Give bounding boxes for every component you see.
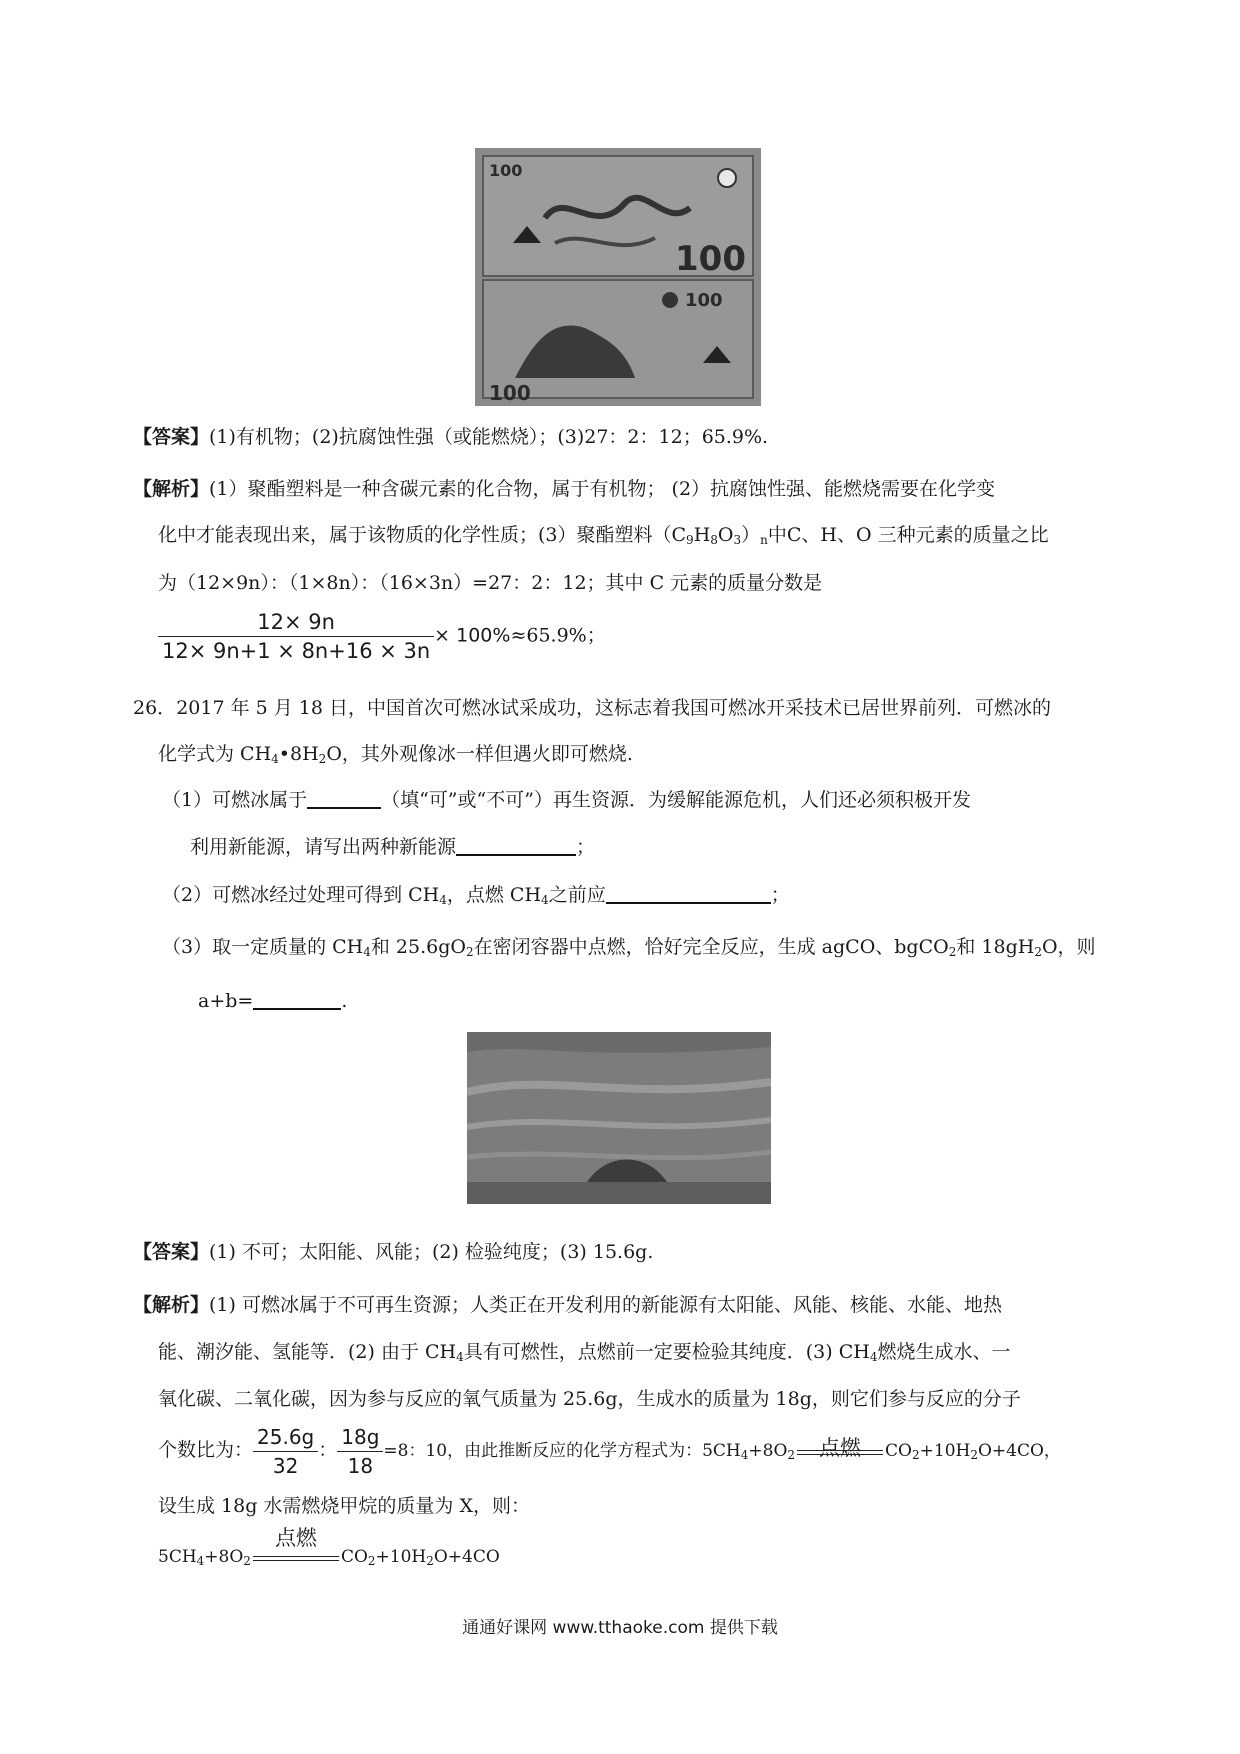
- analysis-tag: 【解析】: [133, 478, 210, 500]
- svg-text:100: 100: [685, 290, 723, 311]
- fraction-numerator: 12× 9n: [158, 608, 434, 637]
- svg-text:100: 100: [489, 161, 523, 180]
- question-26-part-3-cont: [198, 987, 347, 1015]
- question-text: a+b=: [198, 990, 254, 1012]
- analysis-tag: 【解析】: [133, 1294, 210, 1316]
- question-26-part-1: [162, 786, 971, 814]
- question-text: •8H: [278, 743, 319, 765]
- analysis-text: 为（12×9n）：（1×8n）：（16×3n）=27：2：12；其中 C 元素的质量分数是: [158, 572, 823, 594]
- equation-text: +8O: [204, 1547, 244, 1567]
- fraction-denominator: 32: [272, 1453, 299, 1478]
- equation-text: O+4CO: [433, 1547, 500, 1567]
- answer-blank[interactable]: [307, 787, 381, 809]
- equation-text: CO: [340, 1547, 368, 1567]
- subscript: 8: [710, 533, 718, 547]
- subscript: 4: [740, 1448, 749, 1462]
- subscript: 4: [456, 1350, 464, 1364]
- question-text: 化学式为 CH: [158, 743, 272, 765]
- answer-1: [133, 423, 768, 451]
- subscript: 4: [541, 893, 549, 907]
- subscript: 9: [686, 533, 694, 547]
- subscript: 4: [363, 945, 371, 959]
- analysis-text: 个数比为：: [158, 1439, 254, 1461]
- fraction-result: ≈65.9%；: [510, 624, 606, 647]
- question-26-part-3: [162, 933, 1096, 961]
- subscript: 4: [271, 752, 279, 766]
- question-26-line-2: [158, 740, 633, 768]
- question-text: 和 18gH: [956, 936, 1035, 958]
- oxygen-ratio-fraction: [253, 1423, 318, 1480]
- subscript: 2: [243, 1554, 251, 1568]
- separator: ：: [318, 1439, 338, 1461]
- banknote-photo: [475, 148, 761, 406]
- fraction-numerator: 18g: [337, 1423, 383, 1452]
- subscript: 2: [1034, 945, 1042, 959]
- answer-text: (1)有机物；(2)抗腐蚀性强（或能燃烧）；(3)27：2：12；65.9%.: [209, 426, 769, 448]
- analysis-text: 能、潮汐能、氢能等．(2) 由于 CH: [158, 1341, 457, 1363]
- analysis-text: 具有可燃性，点燃前一定要检验其纯度．(3) CH: [463, 1341, 870, 1363]
- fraction-denominator: 18: [347, 1453, 374, 1478]
- analysis-1-formula: [158, 608, 606, 665]
- analysis-text: (1) 可燃冰属于不可再生资源；人类正在开发利用的新能源有太阳能、风能、核能、水能、地热: [209, 1294, 1002, 1316]
- analysis-text: H: [693, 524, 711, 546]
- answer-blank[interactable]: [456, 834, 576, 856]
- answer-text: (1) 不可；太阳能、风能；(2) 检验纯度；(3) 15.6g.: [209, 1241, 654, 1263]
- question-text: （2）可燃冰经过处理可得到 CH: [162, 884, 440, 906]
- subscript: 4: [196, 1554, 205, 1568]
- question-text: 之前应: [548, 884, 606, 906]
- reaction-condition: 点燃: [819, 1436, 862, 1460]
- answer-tag: 【答案】: [133, 1241, 210, 1263]
- subscript: 2: [465, 945, 474, 959]
- equation-text: +10H: [375, 1547, 427, 1567]
- question-26-part-1-cont: [190, 833, 595, 861]
- analysis-1-line-3: [158, 569, 822, 597]
- analysis-text: ）: [741, 524, 761, 546]
- subscript: 2: [318, 752, 327, 766]
- equals-line-icon: [253, 1560, 339, 1561]
- reaction-arrow: [797, 1432, 883, 1464]
- subscript: 2: [970, 1448, 978, 1462]
- analysis-text: 设生成 18g 水需燃烧甲烷的质量为 X，则：: [158, 1495, 530, 1517]
- subscript: 2: [948, 945, 957, 959]
- combustible-ice-photo: [467, 1032, 771, 1204]
- reaction-condition: 点燃: [274, 1526, 317, 1550]
- subscript: 2: [787, 1448, 796, 1462]
- banknote-image-icon: [475, 148, 761, 406]
- analysis-2-equation: [158, 1526, 500, 1571]
- analysis-text: =8：10，由此推断反应的化学方程式为：5CH: [383, 1441, 741, 1461]
- subscript: n: [760, 533, 768, 547]
- fraction-numerator: 25.6g: [253, 1423, 318, 1452]
- question-text: （3）取一定质量的 CH: [162, 936, 364, 958]
- analysis-text: O+4CO，: [977, 1441, 1061, 1461]
- answer-blank[interactable]: [253, 988, 341, 1010]
- analysis-2-line-4: [158, 1420, 1061, 1481]
- analysis-text: +8O: [748, 1441, 788, 1461]
- analysis-text: +10H: [919, 1441, 971, 1461]
- reaction-arrow: [253, 1526, 339, 1570]
- question-text: O，则: [1041, 936, 1096, 958]
- question-26-part-2: [162, 881, 790, 909]
- analysis-1-line-2: [158, 521, 1049, 549]
- question-text: ，点燃 CH: [446, 884, 542, 906]
- question-text: O，其外观像冰一样但遇火即可燃烧.: [326, 743, 633, 765]
- analysis-2-line-5: [158, 1492, 530, 1520]
- analysis-1-line-1: [133, 475, 995, 503]
- fraction-denominator: 12× 9n+1 × 8n+16 × 3n: [162, 639, 431, 663]
- question-text: 和 25.6gO: [370, 936, 466, 958]
- equation-text: 5CH: [158, 1547, 197, 1567]
- analysis-text: CO: [885, 1441, 912, 1461]
- answer-blank[interactable]: [606, 882, 771, 904]
- question-text: （填“可”或“不可”）再生资源．为缓解能源危机，人们还必须积极开发: [381, 789, 971, 811]
- question-text: 在密闭容器中点燃，恰好完全反应，生成 agCO、bgCO: [473, 936, 949, 958]
- landscape-image-icon: [467, 1032, 771, 1204]
- question-text: ；: [770, 884, 790, 906]
- subscript: 3: [733, 533, 742, 547]
- analysis-text: O: [717, 524, 734, 546]
- svg-text:100: 100: [489, 381, 531, 405]
- subscript: 4: [869, 1350, 878, 1364]
- equals-line-icon: [797, 1450, 883, 1451]
- analysis-2-line-3: [158, 1385, 1021, 1413]
- question-26-line-1: [133, 694, 1051, 722]
- question-text: .: [341, 990, 348, 1012]
- subscript: 2: [367, 1554, 376, 1568]
- analysis-2-line-1: [133, 1291, 1002, 1319]
- page-footer: 通通好课网 www.tthaoke.com 提供下载: [462, 1618, 778, 1638]
- analysis-2-line-2: [158, 1338, 1010, 1366]
- subscript: 2: [426, 1554, 434, 1568]
- question-number: 26．: [133, 697, 177, 719]
- question-text: ；: [576, 836, 596, 858]
- mass-fraction: [158, 608, 434, 665]
- analysis-text: 化中才能表现出来，属于该物质的化学性质；(3）聚酯塑料（C: [158, 524, 687, 546]
- subscript: 4: [439, 893, 447, 907]
- equals-line-icon: [253, 1556, 339, 1557]
- analysis-text: (1）聚酯塑料是一种含碳元素的化合物，属于有机物； (2）抗腐蚀性强、能燃烧需要在化学变: [209, 478, 996, 500]
- equals-line-icon: [797, 1454, 883, 1455]
- analysis-text: 燃烧生成水、一: [877, 1341, 1011, 1363]
- analysis-text: 中C、H、O 三种元素的质量之比: [767, 524, 1049, 546]
- svg-text:100: 100: [675, 239, 746, 279]
- answer-tag: 【答案】: [133, 426, 210, 448]
- answer-2: [133, 1238, 653, 1266]
- analysis-text: 氧化碳、二氧化碳，因为参与反应的氧气质量为 25.6g，生成水的质量为 18g，则它们参与反应的分子: [158, 1388, 1021, 1410]
- water-ratio-fraction: [337, 1423, 383, 1480]
- fraction-tail: × 100%: [434, 624, 511, 647]
- subscript: 2: [912, 1448, 920, 1462]
- question-text: 2017 年 5 月 18 日，中国首次可燃冰试采成功，这标志着我国可燃冰开采技术已居世界前列．可燃冰的: [176, 697, 1052, 719]
- question-text: 利用新能源，请写出两种新能源: [190, 836, 457, 858]
- question-text: （1）可燃冰属于: [162, 789, 308, 811]
